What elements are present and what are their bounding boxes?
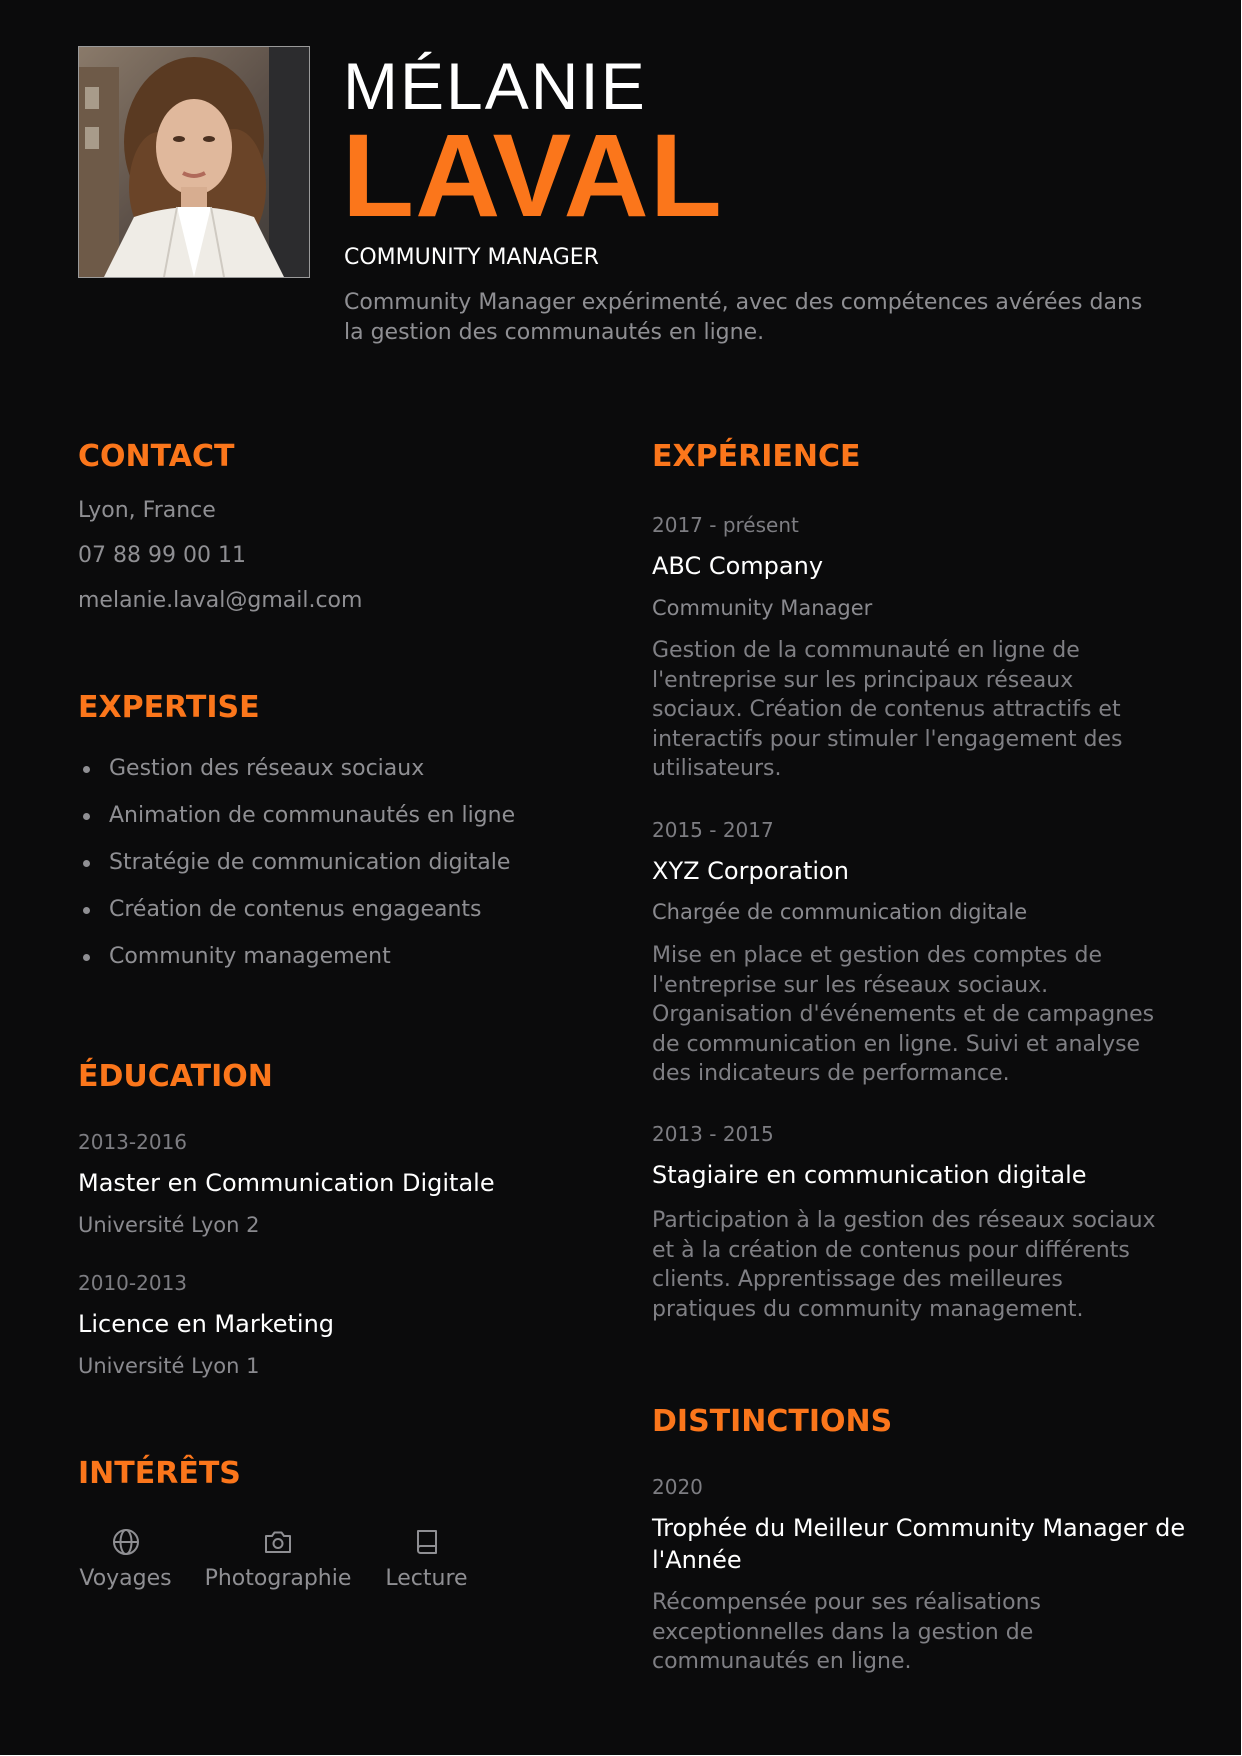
interest-label: Lecture — [385, 1566, 468, 1591]
portrait-image — [79, 47, 309, 277]
experience-role: Community Manager — [652, 596, 873, 620]
distinctions-section-title: DISTINCTIONS — [652, 1404, 893, 1439]
list-item: Stratégie de communication digitale — [78, 848, 515, 895]
list-item: Animation de communautés en ligne — [78, 801, 515, 848]
experience-company: ABC Company — [652, 552, 824, 580]
education-degree: Master en Communication Digitale — [78, 1169, 495, 1197]
education-school: Université Lyon 2 — [78, 1213, 260, 1237]
education-section-title: ÉDUCATION — [78, 1059, 273, 1094]
interest-item-lecture — [383, 1526, 470, 1594]
camera-icon — [262, 1526, 294, 1558]
education-degree: Licence en Marketing — [78, 1310, 335, 1338]
contact-city: Lyon, France — [78, 498, 216, 523]
interest-label: Voyages — [79, 1566, 172, 1591]
interest-item-voyages — [78, 1526, 173, 1594]
distinction-year: 2020 — [652, 1475, 703, 1499]
profile-photo — [78, 46, 310, 278]
first-name: MÉLANIE — [343, 49, 647, 123]
last-name: LAVAL — [342, 110, 723, 242]
experience-description: Gestion de la communauté en ligne de l'entreprise sur les principaux réseaux sociaux. Création de contenus attractifs et interactifs pour stimuler l'engagement des utilisateurs. — [652, 638, 1123, 781]
experience-dates: 2013 - 2015 — [652, 1122, 774, 1146]
profile-summary: Community Manager expérimenté, avec des compétences avérées dans la gestion des communautés en ligne. — [344, 290, 1143, 345]
expertise-section-title: EXPERTISE — [78, 690, 260, 725]
book-icon — [411, 1526, 443, 1558]
distinction-description: Récompensée pour ses réalisations exceptionnelles dans la gestion de communautés en ligne. — [652, 1590, 1041, 1674]
experience-role: Chargée de communication digitale — [652, 900, 1028, 924]
contact-section-title: CONTACT — [78, 439, 235, 474]
distinction-title: Trophée du Meilleur Community Manager de l'Année — [652, 1514, 1186, 1574]
interest-item-photographie — [203, 1526, 353, 1594]
list-item: Gestion des réseaux sociaux — [78, 754, 515, 801]
experience-description: Mise en place et gestion des comptes de l'entreprise sur les réseaux sociaux. Organisation d'événements et de campagnes de communication en ligne. Suivi et analyse des indicateurs de performance. — [652, 943, 1155, 1086]
experience-dates: 2017 - présent — [652, 513, 799, 537]
expertise-list — [78, 754, 515, 989]
experience-company: Stagiaire en communication digitale — [652, 1161, 1087, 1189]
job-title: COMMUNITY MANAGER — [344, 245, 599, 270]
interest-label: Photographie — [204, 1566, 352, 1591]
globe-icon — [110, 1526, 142, 1558]
experience-dates: 2015 - 2017 — [652, 818, 774, 842]
education-school: Université Lyon 1 — [78, 1354, 260, 1378]
experience-company: XYZ Corporation — [652, 857, 849, 885]
interests-section-title: INTÉRÊTS — [78, 1456, 241, 1491]
list-item: Community management — [78, 942, 515, 989]
education-dates: 2010-2013 — [78, 1271, 188, 1295]
experience-section-title: EXPÉRIENCE — [652, 439, 861, 474]
contact-phone[interactable]: 07 88 99 00 11 — [78, 543, 246, 568]
education-dates: 2013-2016 — [78, 1130, 188, 1154]
contact-email[interactable]: melanie.laval@gmail.com — [78, 588, 363, 613]
experience-description: Participation à la gestion des réseaux sociaux et à la création de contenus pour différents clients. Apprentissage des meilleures pratiques du community management. — [652, 1208, 1156, 1322]
list-item: Création de contenus engageants — [78, 895, 515, 942]
